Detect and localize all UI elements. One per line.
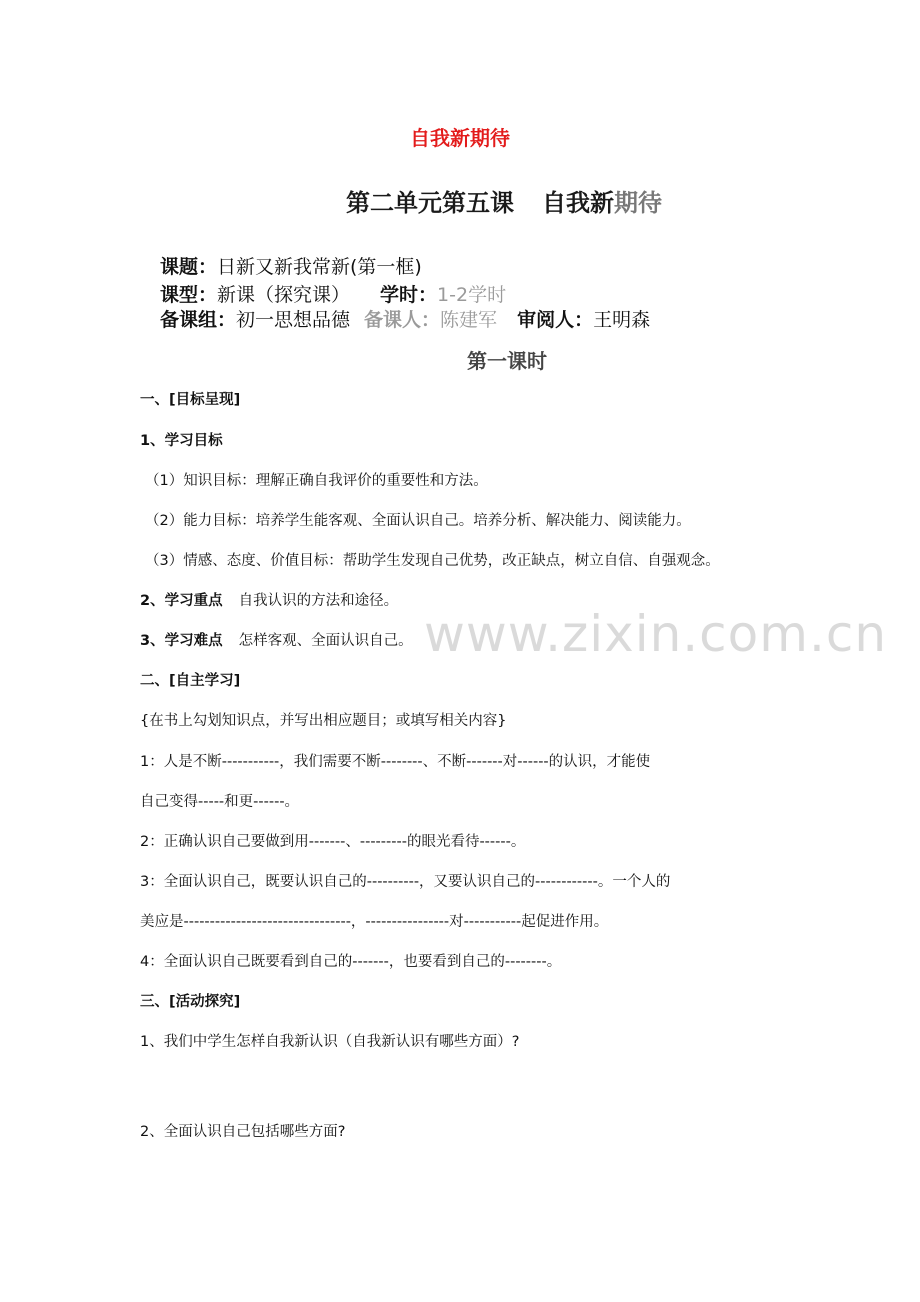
preparer-value: 陈建军 [440, 309, 498, 331]
activity-question-1: 1、我们中学生怎样自我新认识（自我新认识有哪些方面）? [140, 1034, 520, 1050]
hours-label: 学时： [380, 284, 438, 306]
section-3-heading: 三、[活动探究] [140, 994, 241, 1010]
topic-value: 日新又新我常新(第一框) [217, 256, 422, 278]
reviewer-label: 审阅人： [517, 309, 594, 331]
type-value: 新课（探究课） [217, 284, 351, 306]
section-2-heading: 二、[自主学习] [140, 673, 241, 689]
difficulty-text: 怎样客观、全面认识自己。 [238, 633, 413, 649]
difficulty-line [140, 629, 413, 650]
difficulty-label: 3、学习难点 [140, 633, 223, 649]
unit-title-part2-faded: 期待 [614, 188, 662, 217]
question-2: 2：正确认识自己要做到用-------、---------的眼光看待------。 [140, 834, 526, 850]
key-point-line [140, 589, 398, 610]
section-1-heading: 一、[目标呈现] [140, 392, 241, 408]
self-study-note: {在书上勾划知识点，并写出相应题目；或填写相关内容} [140, 713, 507, 729]
unit-title-part1: 第二单元第五课 [346, 188, 514, 217]
reviewer-value: 王明森 [593, 309, 651, 331]
goal-emotion: （3）情感、态度、价值目标：帮助学生发现自己优势，改正缺点，树立自信、自强观念。 [145, 553, 720, 569]
goal-knowledge: （1）知识目标：理解正确自我评价的重要性和方法。 [145, 473, 488, 489]
preparer-label: 备课人： [364, 309, 441, 331]
question-3-line-2: 美应是--------------------------------，----------------对-----------起促进作用。 [140, 914, 609, 930]
lesson-time: 第一课时 [467, 349, 547, 373]
learning-goals-heading: 1、学习目标 [140, 433, 223, 449]
question-4: 4：全面认识自己既要看到自己的-------，也要看到自己的--------。 [140, 954, 562, 970]
document-title: 自我新期待 [410, 126, 510, 150]
unit-title-part2: 自我新 [542, 188, 614, 217]
group-line [160, 305, 650, 332]
group-value: 初一思想品德 [236, 309, 351, 331]
group-label: 备课组： [160, 309, 237, 331]
type-line [160, 280, 506, 307]
question-3-line-1: 3：全面认识自己，既要认识自己的----------，又要认识自己的------------。一个人的 [140, 874, 671, 890]
key-point-label: 2、学习重点 [140, 593, 223, 609]
activity-question-2: 2、全面认识自己包括哪些方面? [140, 1124, 346, 1140]
topic-line [160, 252, 422, 279]
watermark: www.zixin.com.cn [424, 605, 888, 663]
key-point-text: 自我认识的方法和途径。 [238, 593, 399, 609]
topic-label: 课题： [160, 256, 218, 278]
type-label: 课型： [160, 284, 218, 306]
hours-value: 1-2学时 [437, 284, 507, 306]
question-1-line-2: 自己变得-----和更------。 [140, 794, 300, 810]
question-1-line-1: 1：人是不断-----------，我们需要不断--------、不断-------对------的认识，才能使 [140, 754, 651, 770]
goal-ability: （2）能力目标：培养学生能客观、全面认识自己。培养分析、解决能力、阅读能力。 [145, 513, 691, 529]
unit-title [346, 183, 662, 218]
